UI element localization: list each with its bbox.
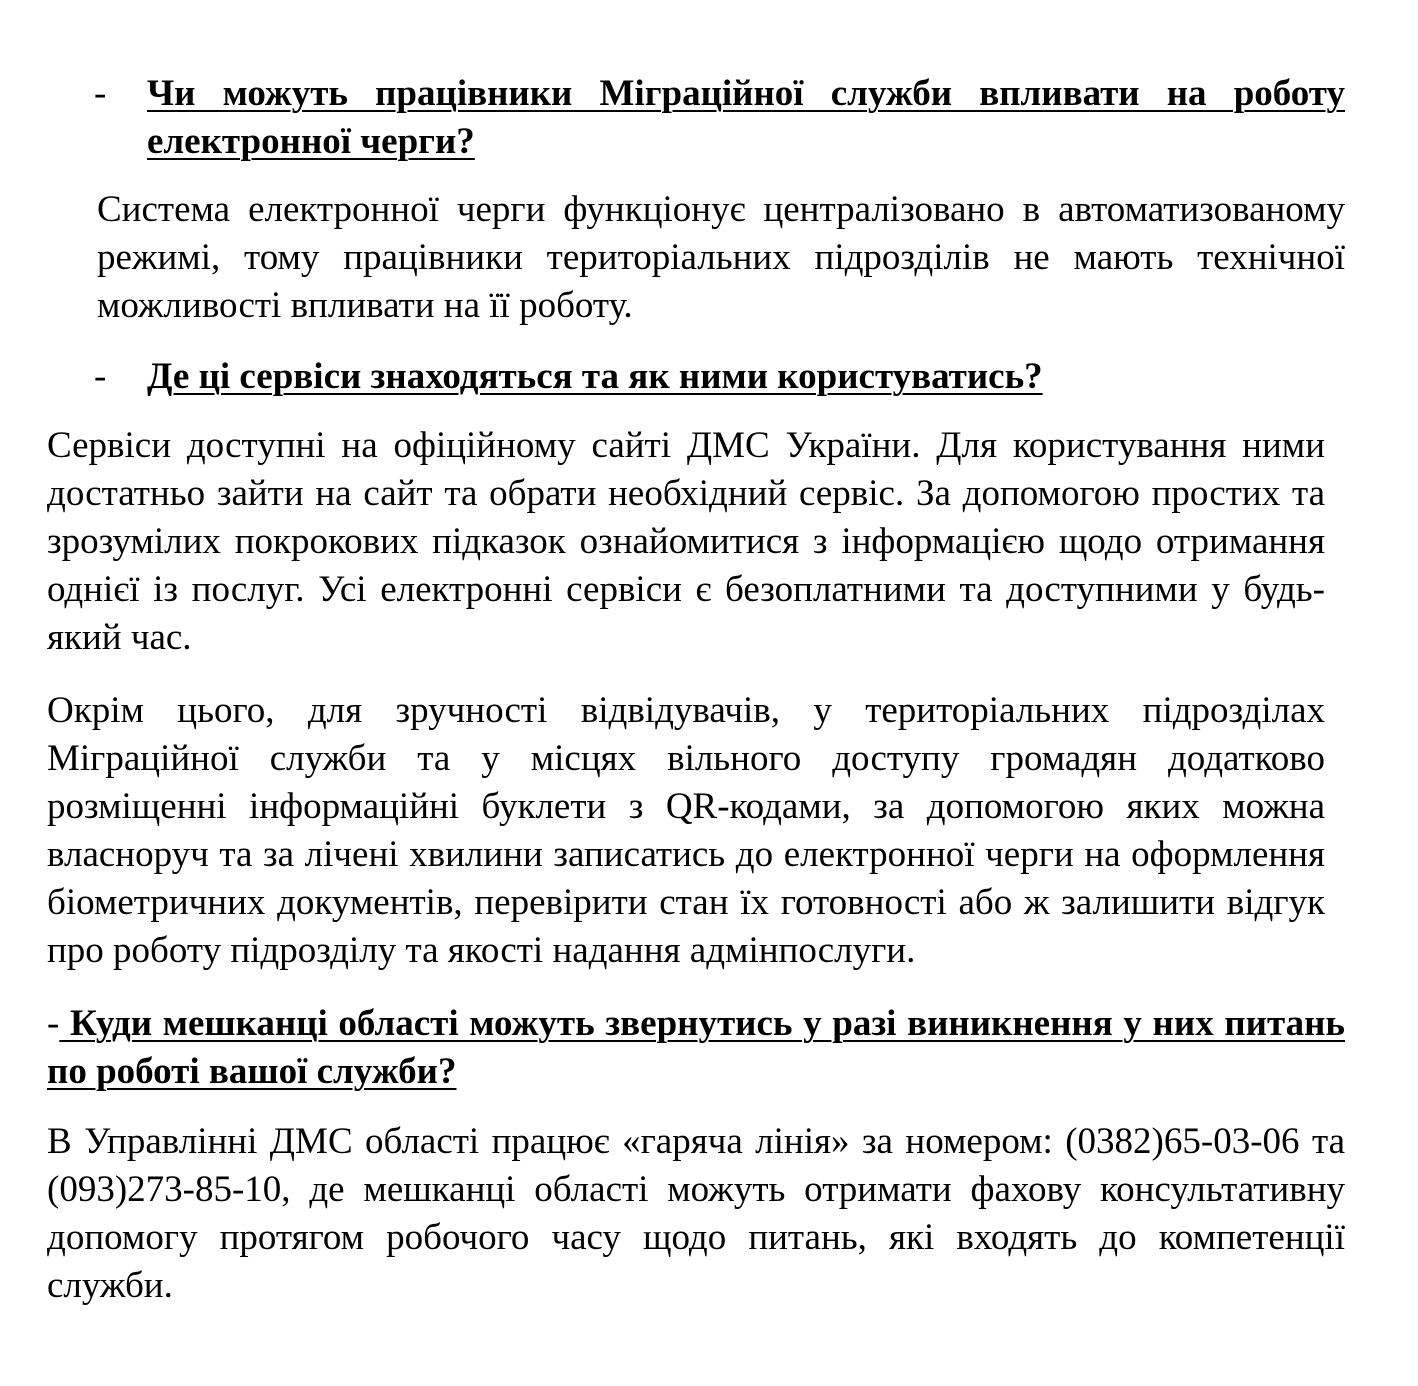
answer-2: Сервіси доступні на офіційному сайті ДМС України. Для користування ними достатньо зайти на сайт та обрати необхідний сервіс. За допомогою простих та зрозумілих покрокових підказок ознайомитися з інформацією щодо отримання однієї із послуг. Усі електронні сервіси є безоплатними та доступними у будь-який час. [47, 425, 1325, 658]
answer-3: В Управлінні ДМС області працює «гаряча лінія» за номером: (0382)65-03-06 та (093)273-85-10, де мешканці області можуть отримати фахову консультативну допомогу протягом робочого часу щодо питань, які входять до компетенції служби. [47, 1121, 1345, 1306]
question-1 [147, 70, 1345, 166]
answer-1: Система електронної черги функціонує централізовано в автоматизованому режимі, тому працівники територіальних підрозділів не мають технічної можливості впливати на її роботу. [97, 189, 1345, 326]
question-2 [147, 353, 1345, 401]
question-2-text: Де ці сервіси знаходяться та як ними користуватись? [147, 356, 1043, 397]
answer-2-extra-paragraph: Окрім цього, для зручності відвідувачів, у територіальних підрозділах Міграційної служби та у місцях вільного доступу громадян додатково розміщенні інформаційні буклети з QR-кодами, за допомогою яких можна власноруч та за лічені хвилини записатись до електронної черги на оформлення біометричних документів, перевірити стан їх готовності або ж залишити відгук про роботу підрозділу та якості надання адмінпослуги. [47, 690, 1325, 971]
question-1-text: Чи можуть працівники Міграційної служби впливати на роботу електронної черги? [147, 73, 1345, 162]
question-bullet: - [94, 356, 107, 397]
question-3 [47, 1000, 1345, 1096]
question-3-text: Куди мешканці області можуть звернутись у разі виникнення у них питань по роботі вашої служби? [47, 1003, 1345, 1092]
question-bullet: - [47, 1003, 60, 1044]
question-bullet: - [94, 73, 107, 114]
